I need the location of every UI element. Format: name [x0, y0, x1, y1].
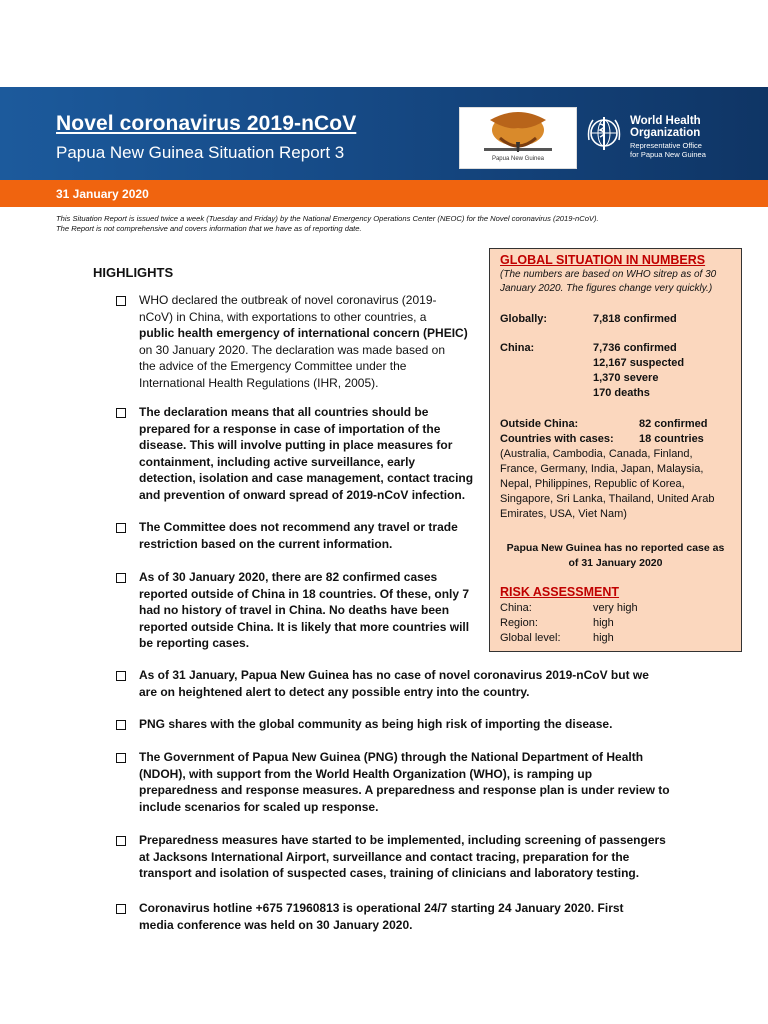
highlight-item: As of 31 January, Papua New Guinea has no case of novel coronavirus 2019-nCoV but we are on heightened alert to detect any possible entry into the country.	[139, 667, 699, 700]
checkbox-bullet-icon	[116, 904, 126, 914]
checkbox-bullet-icon	[116, 296, 126, 306]
checkbox-bullet-icon	[116, 408, 126, 418]
png-emblem-logo	[459, 107, 577, 169]
report-subtitle: Papua New Guinea Situation Report 3	[56, 143, 345, 162]
intro-text: This Situation Report is issued twice a week (Tuesday and Friday) by the National Emergency Operations Center (NEOC) for the Novel coronavirus (2019-nCoV). The Report is not comprehensive and covers information that we have as of reporting date.	[56, 214, 599, 233]
risk-assessment-heading: RISK ASSESSMENT	[500, 585, 620, 599]
countries-label: Countries with cases:	[500, 433, 614, 445]
png-case-note: Papua New Guinea has no reported case as of 31 January 2020	[506, 542, 725, 569]
risk-label-global: Global level:	[500, 632, 561, 644]
highlights-heading: HIGHLIGHTS	[93, 265, 174, 280]
highlight-item: WHO declared the outbreak of novel coronavirus (2019- nCoV) in China, with exportations to other countries, a public health emergency of international concern (PHEIC) on 30 January 2020. The declaration was made based on the advice of the Emergency Committee under the International Health Regulations (IHR, 2005).	[139, 292, 479, 391]
checkbox-bullet-icon	[116, 720, 126, 730]
risk-label-china: China:	[500, 602, 532, 614]
china-values: 7,736 confirmed 12,167 suspected 1,370 severe 170 deaths	[593, 342, 685, 399]
countries-value: 18 countries	[639, 433, 704, 445]
highlight-item: As of 30 January 2020, there are 82 confirmed cases reported outside of China in 18 countries. Of these, only 7 had no history of travel in China. No deaths have been reported outside China. It is likely that more countries will be reporting cases.	[139, 569, 479, 652]
highlight-item: PNG shares with the global community as being high risk of importing the disease.	[139, 716, 699, 733]
checkbox-bullet-icon	[116, 573, 126, 583]
highlight-item: Coronavirus hotline +675 71960813 is operational 24/7 starting 24 January 2020. First media conference was held on 30 January 2020.	[139, 900, 674, 933]
highlight-item: The Committee does not recommend any travel or trade restriction based on the current information.	[139, 519, 479, 552]
globally-label: Globally:	[500, 313, 548, 325]
who-office: Representative Office for Papua New Guinea	[630, 141, 706, 159]
countries-list: (Australia, Cambodia, Canada, Finland, France, Germany, India, Japan, Malaysia, Nepal, Philippines, Republic of Korea, Singapore, Sri Lanka, Thailand, United Arab Emirates, USA, Viet Nam)	[500, 448, 715, 520]
highlight-item: The declaration means that all countries should be prepared for a response in case of importation of the disease. This will involve putting in place measures for containment, including active surveillance, early detection, isolation and case management, contact tracing and prevention of onward spread of 2019-nCoV infection.	[139, 404, 484, 503]
globally-value: 7,818 confirmed	[593, 313, 677, 325]
checkbox-bullet-icon	[116, 836, 126, 846]
png-logo-caption: Papua New Guinea	[491, 156, 545, 162]
outside-china-value: 82 confirmed	[639, 418, 708, 430]
checkbox-bullet-icon	[116, 523, 126, 533]
checkbox-bullet-icon	[116, 671, 126, 681]
global-situation-heading: GLOBAL SITUATION IN NUMBERS	[500, 253, 706, 267]
who-emblem-icon	[583, 112, 625, 154]
checkbox-bullet-icon	[116, 753, 126, 763]
who-name: World Health Organization	[630, 115, 701, 139]
risk-value-china: very high	[593, 602, 638, 614]
risk-value-global: high	[593, 632, 614, 644]
outside-china-label: Outside China:	[500, 418, 579, 430]
china-label: China:	[500, 342, 535, 354]
report-date: 31 January 2020	[56, 187, 149, 201]
highlight-item: The Government of Papua New Guinea (PNG) through the National Department of Health (NDOH), with support from the World Health Organization (WHO), is ramping up preparedness and response measures. A preparedness and response plan is under review to include scenarios for scaled up response.	[139, 749, 674, 815]
highlight-item: Preparedness measures have started to be implemented, including screening of passengers at Jacksons International Airport, surveillance and contact tracing, preparation for the transport and isolation of suspected cases, training of clinicians and laboratory testing.	[139, 832, 674, 882]
global-situation-box	[489, 248, 742, 652]
global-situation-note: (The numbers are based on WHO sitrep as of 30 January 2020. The figures change very quickly.)	[500, 269, 717, 294]
risk-value-region: high	[593, 617, 614, 629]
who-logo-block	[583, 112, 733, 164]
risk-label-region: Region:	[500, 617, 538, 629]
report-title: Novel coronavirus 2019-nCoV	[56, 112, 357, 135]
